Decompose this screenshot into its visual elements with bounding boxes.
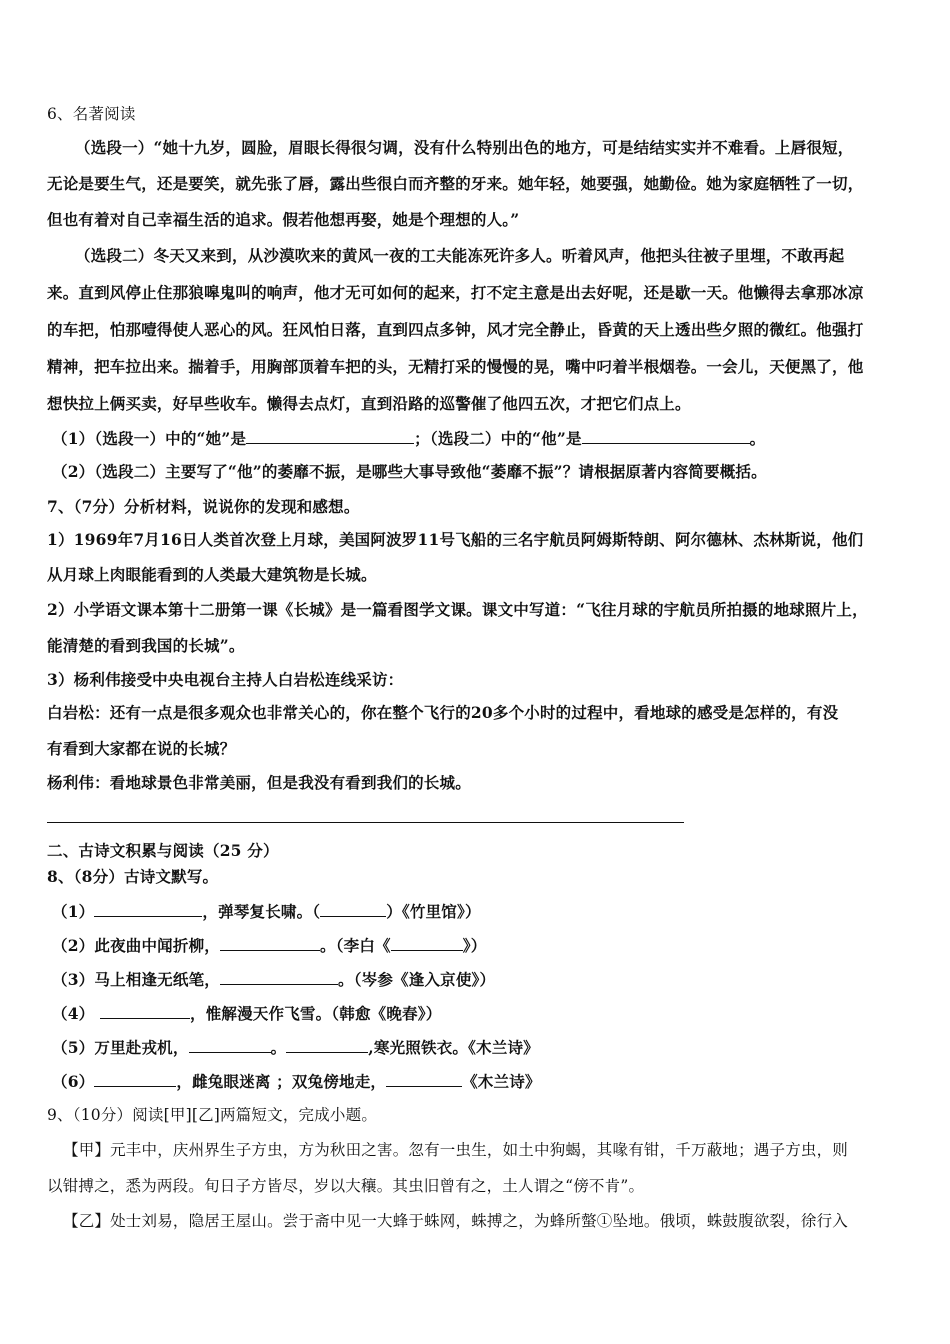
q6-p1-line: 无论是要生气，还是要笑，就先张了唇，露出些很白而齐整的牙来。她年轻，她要强，她勤俭。她为家庭牺牲了一切， bbox=[47, 174, 864, 193]
q9-yi-line: 【乙】处士刘易，隐居王屋山。尝于斋中见一大蜂于蛛网，蛛搏之，为蜂所螫①坠地。俄顷，蛛鼓腹欲裂，徐行入 bbox=[63, 1212, 849, 1230]
q6-sub1-text: （1）（选段一）中的“她”是 bbox=[52, 429, 247, 448]
q8-text: 《木兰诗》 bbox=[462, 1072, 541, 1091]
q8-text: ，弹琴复长啸。（ bbox=[202, 902, 321, 921]
q8-text: （4） bbox=[52, 1004, 95, 1023]
answer-blank[interactable] bbox=[94, 901, 202, 917]
q8-text: ）《竹里馆》） bbox=[386, 902, 481, 921]
q6-sub1-text: ；（选段二）中的“他”是 bbox=[414, 429, 582, 448]
q6-sub1 bbox=[52, 428, 910, 449]
answer-blank[interactable] bbox=[246, 428, 414, 444]
answer-blank[interactable] bbox=[391, 935, 463, 951]
q8-text: （6） bbox=[52, 1072, 95, 1091]
q8-item-4 bbox=[52, 1003, 910, 1024]
q6-p2-line: （选段二）冬天又来到，从沙漠吹来的黄风一夜的工夫能冻死许多人。听着风声，他把头往被子里埋，不敢再起 bbox=[75, 246, 845, 265]
answer-blank[interactable] bbox=[582, 428, 750, 444]
answer-blank[interactable] bbox=[100, 1003, 190, 1019]
q6-title: 6、名著阅读 bbox=[47, 105, 136, 123]
q8-text: 。 bbox=[270, 1038, 287, 1057]
q7-title: 7、（7分）分析材料，说说你的发现和感想。 bbox=[47, 497, 360, 516]
q8-text: 。（李白《 bbox=[320, 936, 391, 955]
q6-sub2: （2）（选段二）主要写了“他”的萎靡不振，是哪些大事导致他“萎靡不振”？请根据原著内容简要概括。 bbox=[52, 462, 767, 481]
q8-item-3 bbox=[52, 969, 910, 990]
q6-p1-line: （选段一）“她十九岁，圆脸，眉眼长得很匀调，没有什么特别出色的地方，可是结结实实并不难看。上唇很短， bbox=[75, 138, 854, 157]
q8-title: 8、（8分）古诗文默写。 bbox=[47, 867, 219, 886]
answer-blank[interactable] bbox=[220, 969, 338, 985]
q8-item-2 bbox=[52, 935, 910, 956]
q8-item-6 bbox=[52, 1071, 910, 1092]
q6-p1-line: 但也有着对自己幸福生活的追求。假若他想再娶，她是个理想的人。” bbox=[47, 210, 520, 229]
q8-text: （1） bbox=[52, 902, 95, 921]
answer-blank[interactable] bbox=[386, 1071, 462, 1087]
q6-p2-line: 来。直到风停止住那狼嗥鬼叫的响声，他才无可如何的起来，打不定主意是出去好呢，还是歇一天。他懒得去拿那冰凉 bbox=[47, 283, 864, 302]
section-title: 二、古诗文积累与阅读（25 分） bbox=[47, 841, 279, 860]
q7-line: 能清楚的看到我国的长城”。 bbox=[47, 636, 245, 655]
q8-text: ，雌兔眼迷离 ；双兔傍地走， bbox=[176, 1072, 387, 1091]
q7-line: 有看到大家都在说的长城？ bbox=[47, 739, 236, 758]
answer-blank[interactable] bbox=[286, 1037, 368, 1053]
q9-title: 9、（10分）阅读[甲][乙]两篇短文，完成小题。 bbox=[47, 1106, 378, 1124]
q7-line: 杨利伟：看地球景色非常美丽，但是我没有看到我们的长城。 bbox=[47, 773, 471, 792]
answer-blank[interactable] bbox=[220, 935, 320, 951]
q7-line: 2）小学语文课本第十二册第一课《长城》是一篇看图学文课。课文中写道：“飞往月球的宇航员所拍摄的地球照片上， bbox=[47, 600, 868, 619]
answer-blank[interactable] bbox=[320, 901, 386, 917]
q8-text: （3）马上相逢无纸笔， bbox=[52, 970, 220, 989]
answer-blank[interactable] bbox=[94, 1071, 176, 1087]
q6-p2-line: 精神，把车拉出来。揣着手，用胸部顶着车把的头，无精打采的慢慢的晃，嘴中叼着半根烟卷。一会儿，天便黑了，他 bbox=[47, 357, 864, 376]
q7-line: 从月球上肉眼能看到的人类最大建筑物是长城。 bbox=[47, 565, 377, 584]
answer-blank[interactable] bbox=[189, 1037, 271, 1053]
q9-jia-line: 【甲】元丰中，庆州界生子方虫，方为秋田之害。忽有一虫生，如土中狗蝎，其喙有钳，千万蔽地；遇子方虫，则 bbox=[63, 1141, 849, 1159]
q6-sub1-text: 。 bbox=[749, 429, 766, 448]
q7-line: 1）1969年7月16日人类首次登上月球，美国阿波罗11号飞船的三名宇航员阿姆斯特朗、阿尔德林、杰林斯说，他们 bbox=[47, 530, 864, 549]
q8-text: 。（岑参《逢入京使》） bbox=[338, 970, 496, 989]
q8-text: （5）万里赴戎机， bbox=[52, 1038, 189, 1057]
q8-text: ,寒光照铁衣。《木兰诗》 bbox=[368, 1038, 539, 1057]
q8-text: 》） bbox=[462, 936, 487, 955]
q8-text: （2）此夜曲中闻折柳， bbox=[52, 936, 220, 955]
answer-line[interactable] bbox=[47, 822, 684, 823]
q7-line: 白岩松：还有一点是很多观众也非常关心的，你在整个飞行的20多个小时的过程中，看地球的感受是怎样的，有没 bbox=[47, 703, 839, 722]
q6-p2-line: 的车把，怕那噎得使人恶心的风。狂风怕日落，直到四点多钟，风才完全静止，昏黄的天上透出些夕照的微红。他强打 bbox=[47, 320, 864, 339]
q9-jia-line: 以钳搏之，悉为两段。旬日子方皆尽，岁以大穰。其虫旧曾有之，土人谓之“傍不肯”。 bbox=[47, 1177, 645, 1195]
q6-p2-line: 想快拉上俩买卖，好早些收车。懒得去点灯，直到沿路的巡警催了他四五次，才把它们点上。 bbox=[47, 394, 691, 413]
q8-item-1 bbox=[52, 901, 910, 922]
q7-line: 3）杨利伟接受中央电视台主持人白岩松连线采访： bbox=[47, 670, 404, 689]
q8-item-5 bbox=[52, 1037, 910, 1058]
q8-text: ，惟解漫天作飞雪。（韩愈《晚春》） bbox=[190, 1004, 442, 1023]
